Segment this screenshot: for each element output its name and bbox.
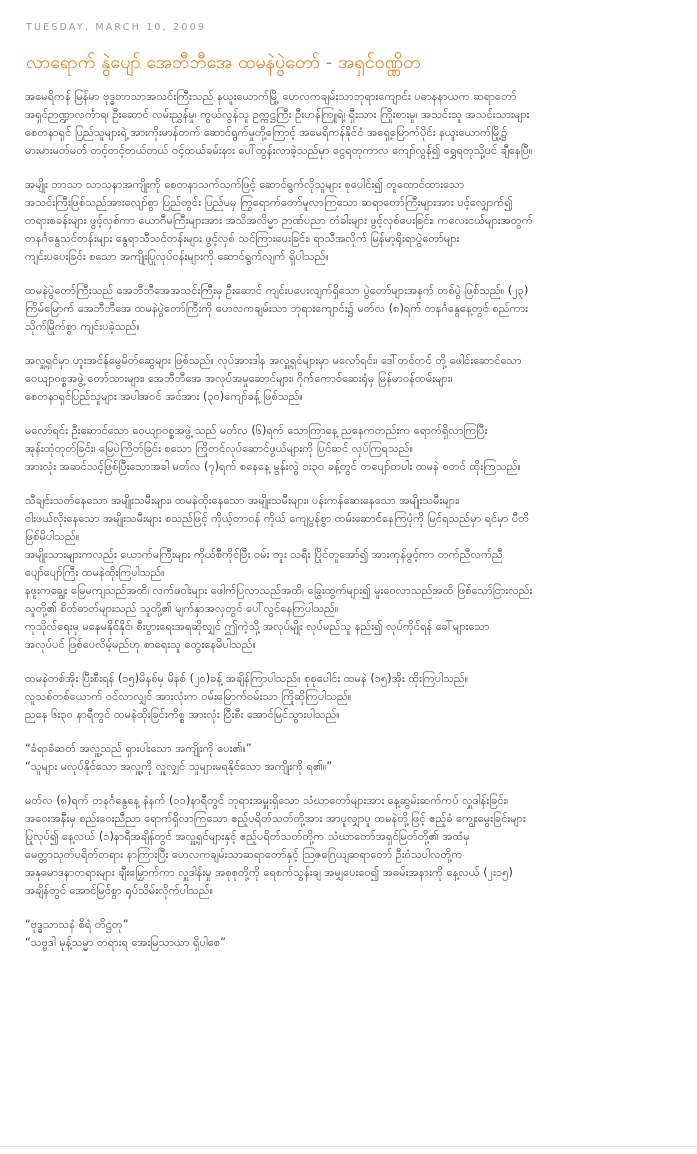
- paragraph-line: ဝေယျာဝစ္စအဖွဲ့ တော်သားများ၊ အေဘီဘီအေ အလုပ်အမှုဆောင်များ၊ ဂိုက်ကောဝ်ဆေးရုံမှ မြန်မာဝန်ထမ်းများ၊: [25, 372, 453, 385]
- paragraph-line: ညနေ ၆း၃၀ နာရီတွင် ထမနဲထိုးခြင်းကိစ္စ အားလုံး ပြီးစီး အောင်မြင်သွားပါသည်။: [25, 708, 340, 721]
- paragraph-line: မလော်ရင်း ဦးဆောင်သော ဝေယျာဝစ္စအဖွဲ့ သည် မတ်လ (၆)ရက် သောကြာနေ့ ညနေကတည်းက ရောက်ရှိလာကြပြီး: [25, 424, 488, 437]
- paragraph: [25, 916, 685, 952]
- paragraph: [25, 352, 685, 406]
- paragraph-line: သိုက်မြိုက်စွာ ကျင်းပခဲ့သည်။: [25, 320, 140, 333]
- paragraph-line: အမေရိကန် မြန်မာ ဗုဒ္ဓဘာသာအသင်းကြီးသည် နယူးယောက်မြို့ ဟေလကချမ်းသာဘုရားကျောင်း ပဓာနနာယက ဆရာတော်: [25, 90, 517, 103]
- paragraph-line: နဖူးကချွေး မြေမကျသည်အထိ၊ လက်ဖဝါးများ ဖေါက်ပြလာသည်အထိ၊ ခြွေးထွက်များ၍ မူးဝေလာသည်အထိ ဖြစ်သော်ငြားလည်း: [25, 584, 533, 597]
- paragraph-line: တရားစခန်းများ ဖွင့်လှစ်ကာ ယောဂီမကြီးများအား အသိအလိမ္မာ ဉာဏ်ပညာ တံခါးများ ဖွင့်လှစ်ပေးခြင်း၊ ကလေးငယ်များအတွက်: [25, 214, 533, 227]
- paragraph-line: အနုမောဒနာတရားများ ချီးမြှောက်ကာ လှူဒါန်းမှု အစုစုတို့ကို ရေစက်သွန်းချ အမျှပေးဝေ၍ အဓမ်းအနားကို နေ့လယ် (၂း၁၅): [25, 866, 513, 879]
- paragraph-line: စေတနာရှင် ပြည်သူများရဲ့ အားကိုးမာန်တက် ဆောင်ရွက်မှုတို့ကြောင့် အမေရိကန်နိုင်ငံ အရှေ့မြောက်ပိုင်း နယူးယောက်မြို့၌: [25, 126, 508, 139]
- paragraph-line: ပြုလုပ်၍ နေ့လယ် (၁)နာရီအချိန်တွင် အလှူ့ရှင်များနှင့် ဧည့်ပရိတ်သတ်တို့က သံဃာတော်အရှင်မြတ်တို့၏ အထံမှ: [25, 830, 470, 843]
- paragraph: [25, 176, 685, 266]
- paragraph-line: “သူများ မလုပ်နိုင်သော အလှူ့ကို လှူလျှင် သူများမရနိုင်သော အကျိုးကို ရ၏။”: [25, 760, 333, 773]
- paragraph-line: စေတနာရှင်ပြည်သူများ အပါအဝင် အင်အား (၃၀)ကျော်ခန့် ဖြစ်သည်။: [25, 390, 303, 403]
- paragraph-line: ဖြစ်မိပါသည်။: [25, 530, 80, 543]
- paragraph-line: အားလုံး အဆင်သင့်ဖြစ်ပြီးသောအခါ မတ်လ (၇)ရက် စနေနေ့ မွန်းလွဲ ၁း၃၀ ခန့်တွင် တပျော်တပါး ထမနဲ စတင် ထိုးကြသည်။: [25, 460, 521, 473]
- paragraph-line: ကြိမ်မြောက် အေဘီဘီအေ ထမနဲပွဲတော်ကြီးကို ဟေလကချမ်းသာ ဘုရားကျောင်း၌ မတ်လ (၈)ရက် တနင်္ဂနွေနေ့တွင် စည်ကား: [25, 302, 529, 315]
- paragraph: [25, 792, 685, 900]
- paragraph-line: တနင်္ဂနွေသင်တန်းများ နွေရာသီသင်တန်းများ ဖွင့်လှစ် သင်ကြားပေးခြင်း၊ ရာသီအလိုက် မြန်မာ့ရိုးရာပွဲတော်များ: [25, 232, 460, 245]
- paragraph-line: ကုသိုလ်ရေးမှ မနေမနိုင်နိုင်၊ စီးပွားရေးအရဆိုလျှင် ဤကဲ့သို့ အလုပ်မျိုး လုပ်မည်သူ နည်း၍ လုပ်ကိုင်ရန် ခေါ်များသော: [25, 620, 490, 633]
- paragraph: [25, 282, 685, 336]
- post-body: [25, 88, 685, 965]
- paragraph-line: သီချင်းသတ်နေသော အမျိုးသမီးများ၊ ထမနဲထိုးနေသော အမျိုးသမီးများ၊ ပန်းကန်ဆေးနေသော အမျိုးသမီးများ၊: [25, 494, 460, 507]
- paragraph-line: ငါးဖယ်လိုးနေသော အမျိုးသမီးများ စသည်ဖြင့် ကိုယ့်တာဝန် ကိုယ် ကျေပွန်စွာ ထမ်းဆောင်နေကြပုံကို မြင်ရသည်မှာ ရင်မှာ ပီတိ: [25, 512, 530, 525]
- paragraph-line: “ဗုဒ္ဓသာသနံ စိရံ တိဋ္ဌတု”: [25, 918, 129, 931]
- paragraph-line: “ခံရာခံဆတ် အလှူ့သည် ရှားပါးသော အကျိုးကို ပေး၏။”: [25, 742, 252, 755]
- paragraph-line: အမျိုးသားများကလည်း ယောက်မကြီးများ ကိုယ်စီကိုင်ပြီး ဝမ်း တူး သရီး ပြိုင်တူအော်၍ အားကုန်ဖွင့်ကာ တက်ညီလက်ညီ: [25, 548, 503, 561]
- paragraph-line: မေတ္တာသုတ်ပရိတ်တရား နာကြားပြီး ဟေလကချမ်းသာဆရာတော်နှင့် ဩဇဂြေယျဆရာတော် ဦးဝံသပါလတို့က: [25, 848, 463, 861]
- paragraph-line: အချိန်တွင် အောင်မြင်စွာ ရုပ်သိမ်းလိုက်ပါသည်။: [25, 884, 214, 897]
- paragraph-line: အရှင်ဉာဏ္ဍာလင်္ကာရ၊ ဦးဆောင် လမ်းညွှန်မှု၊ ကွယ်လွန်သူ ဥက္ကဋ္ဌကြီး ဦးဟန်ကြူရဲ့၊ ရှီးသား ကြိုးစားမှု၊ အသင်းသူ အသင်းသားများ: [25, 108, 530, 121]
- paragraph-line: သူတို့၏ စိတ်ဓာတ်များသည် သူတို့၏ မျက်နှာအလှတွင် ပေါ်လွင်နေကြပါသည်။: [25, 602, 339, 615]
- post-date: TUESDAY, MARCH 10, 2009: [26, 22, 207, 33]
- paragraph-line: အမျိုး ဘာသာ သာသနာအကျိုးကို စေတနာသက်သက်ဖြင့် ဆောင်ရွက်လိုသူများ စုပေါင်း၍ တူထောင်ထားသော: [25, 178, 465, 191]
- paragraph-line: ကျင်းပပေးခြင်း စသော အကျိုးပြုလုပ်ငန်းများကို ဆောင်ရွက်လျက် ရှိပါသည်။: [25, 250, 329, 263]
- paragraph-line: အသင်းကြီးဖြစ်သည်အားလျော်စွာ ပြည်တွင်း ပြည်ပမှ ကြွရောက်တော်မူလာကြသော ဆရာတော်ကြီးများအား ပင့်လျှောက်၍: [25, 196, 513, 209]
- paragraph-line: အလှူ့ရှင်မှာ ဟူးအင်န်မွေမိတ်ဆွေများ ဖြစ်သည်။ လုပ်အားဒါန အလှူ့ရှင်များမှာ မလော်ရင်း၊ ဒေါ်တင်တင် တို့ ဖေါင်းဆောင်သော: [25, 354, 522, 367]
- paragraph-line: “သဗ္ဗဒါ မုန့်သမ္မာ တရားရ အေးမြသာယာ ရှိပါစေ”: [25, 936, 226, 949]
- paragraph: [25, 740, 685, 776]
- paragraph-line: မားမားမတ်မတ် တင့်တင့်တယ်တယ် ဝင့်ထယ်ခမ်းနား ပေါ်ထွန်းလာခဲ့သည်မှာ ငွေရတုကာလ ကျော်လွန်၍ ရွှေရတုသို့ပင် ချီနေပြီ။: [25, 144, 533, 157]
- paragraph: [25, 492, 685, 654]
- paragraph-line: ပျော်ပျော်ကြီး ထမနဲထိုးကြပါသည်။: [25, 566, 165, 579]
- paragraph-line: မတ်လ (၈)ရက် တနင်္ဂနွေနေ့ နံနက် (၁၁)နာရီတွင် ဘုရားအမှူးရှိသော သံဃာတော်များအား နေ့ဆွမ်းဆက်ကပ် လှူဒါန်းခြင်း၊: [25, 794, 509, 807]
- paragraph-line: ထမနဲတစ်အိုး ပြီးစီးရန် (၁၅)မိနစ်မှ မိနစ် (၂၀)ခန့် အချိန်ကြာပါသည်။ စုစုပေါင်း ထမနဲ (၁၅)အိုး ထိုးကြပါသည်။: [25, 672, 469, 685]
- paragraph-line: လူသစ်တစ်ယောက် ဝင်လာလျှင် အားလုံးက ဝမ်းမြောက်ဝမ်းသာ ကြိုဆိုကြပါသည်။: [25, 690, 352, 703]
- paragraph-line: အလုပ်ပင် ဖြစ်ပေလိမ့်မည်ဟု စာရေးသူ တွေးနေမိပါသည်။: [25, 638, 256, 651]
- divider: [0, 1146, 697, 1147]
- paragraph: [25, 422, 685, 476]
- paragraph-line: ထမနဲပွဲတော်ကြီးသည် အေဘီဘီအေအသင်းကြီးမှ ဦးဆောင် ကျင်းပပေးလျက်ရှိသော ပွဲတော်များအနက် တစ်ပွဲ ဖြစ်သည်။ (၂၃): [25, 284, 529, 297]
- paragraph-line: အုန်းထုံတုတ်ခြင်း၊ မြေပဲကြိတ်ခြင်း စသော ကြိုတင်လုပ်ဆောင်ဖွယ်များကို ပြင်ဆင် လုပ်ကြရသည်။: [25, 442, 413, 455]
- paragraph: [25, 88, 685, 160]
- post-title[interactable]: လာရောက် နွဲပျော် အေဘီဘီအေ ထမနဲပွဲတော် - အရှင်ဝဏ္ဏိတ: [26, 52, 421, 73]
- paragraph-line: အဝေးအနီးမှ စည်းဝေးညီညာ ရောက်ရှိလာကြသော ဧည့်ပရိတ်သတ်တို့အား အာပူလျှာပူ ထမနဲတို့ဖြင့် ဧည့်ခံ ကျွေးမွေးခြင်းများ: [25, 812, 526, 825]
- paragraph: [25, 670, 685, 724]
